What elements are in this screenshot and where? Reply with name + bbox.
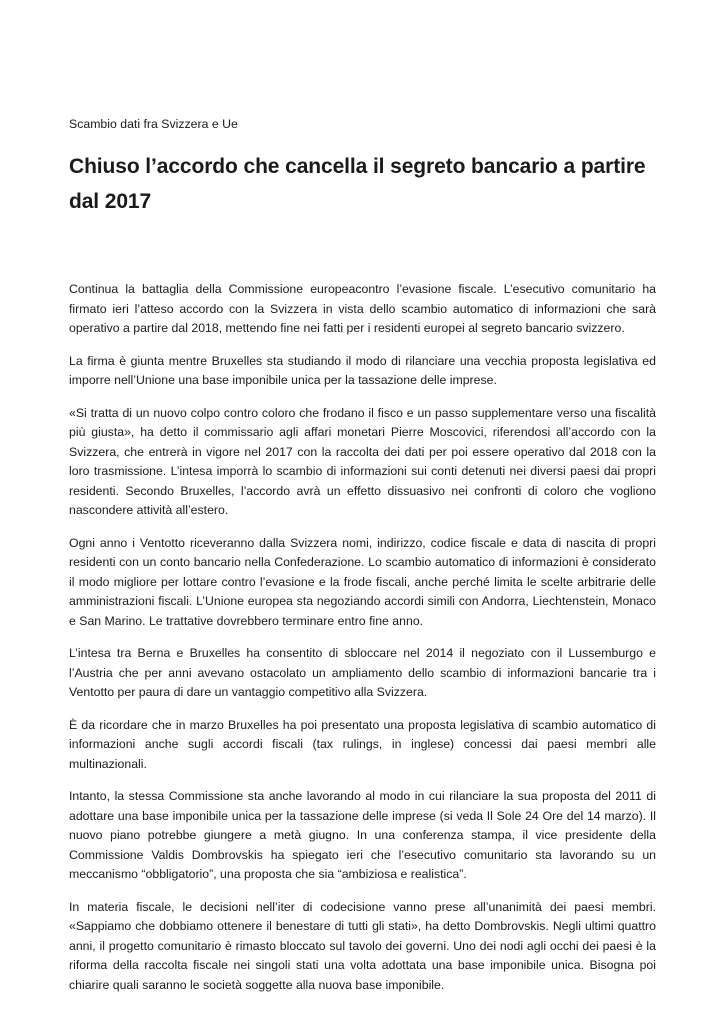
article-body <box>69 280 656 995</box>
article-headline: Chiuso l’accordo che cancella il segreto bancario a partire dal 2017 <box>69 155 646 213</box>
paragraph-4: Ogni anno i Ventotto riceveranno dalla Svizzera nomi, indirizzo, codice fiscale e data di nascita di propri residenti con un conto bancario nella Confederazione. Lo scambio automatico di informazioni è considerato il modo migliore per lottare contro l’evasione e la frode fiscali, anche perché limita le scelte arbitrarie delle amministrazioni fiscali. L’Unione europea sta negoziando accordi simili con Andorra, Liechtenstein, Monaco e San Marino. Le trattative dovrebbero terminare entro fine anno. <box>69 535 656 628</box>
document-page <box>69 115 656 1008</box>
article-kicker: Scambio dati fra Svizzera e Ue <box>69 117 238 131</box>
paragraph-5: L’intesa tra Berna e Bruxelles ha consentito di sbloccare nel 2014 il negoziato con il Lussemburgo e l’Austria che per anni avevano ostacolato un ampliamento dello scambio di informazioni bancarie tra i Ventotto per paura di dare un vantaggio competitivo alla Svizzera. <box>69 646 656 699</box>
paragraph-7: Intanto, la stessa Commissione sta anche lavorando al modo in cui rilanciare la sua proposta del 2011 di adottare una base imponibile unica per la tassazione delle imprese (si veda Il Sole 24 Ore del 14 marzo). Il nuovo piano potrebbe giungere a metà giugno. In una conferenza stampa, il vice presidente della Commissione Valdis Dombrovskis ha spiegato ieri che l’esecutivo comunitario sta lavorando su un meccanismo “obbligatorio”, una proposta che sia “ambiziosa e realistica”. <box>69 789 656 881</box>
paragraph-1: Continua la battaglia della Commissione europeacontro l’evasione fiscale. L’esecutivo comunitario ha firmato ieri l’atteso accordo con la Svizzera in vista dello scambio automatico di informazioni che sarà operativo a partire dal 2018, mettendo fine nei fatti per i residenti europei al segreto bancario svizzero. <box>69 282 656 335</box>
paragraph-2: La firma è giunta mentre Bruxelles sta studiando il modo di rilanciare una vecchia proposta legislativa ed imporre nell’Unione una base imponibile unica per la tassazione delle imprese. <box>69 353 656 387</box>
paragraph-8: In materia fiscale, le decisioni nell’iter di codecisione vanno prese all’unanimità dei paesi membri. «Sappiamo che dobbiamo ottenere il benestare di tutti gli stati», ha detto Dombrovskis. Negli ultimi quattro anni, il progetto comunitario è rimasto bloccato sul tavolo dei governi. Uno dei nodi agli occhi dei paesi è la riforma della raccolta fiscale nei singoli stati una volta adottata una base imponibile unica. Bisogna poi chiarire quali saranno le società soggette alla nuova base imponibile. <box>69 899 656 992</box>
paragraph-6: È da ricordare che in marzo Bruxelles ha poi presentato una proposta legislativa di scambio automatico di informazioni anche sugli accordi fiscali (tax rulings, in inglese) concessi dai paesi membri alle multinazionali. <box>69 717 656 771</box>
paragraph-3: «Si tratta di un nuovo colpo contro coloro che frodano il fisco e un passo supplementare verso una fiscalità più giusta», ha detto il commissario agli affari monetari Pierre Moscovici, riferendosi all’accordo con la Svizzera, che entrerà in vigore nel 2017 con la raccolta dei dati per poi essere operativo dal 2018 con la loro trasmissione. L’intesa imporrà lo scambio di informazioni sui conti detenuti nei diversi paesi dai propri residenti. Secondo Bruxelles, l’accordo avrà un effetto dissuasivo nei confronti di coloro che vogliono nascondere attività all’estero. <box>69 405 656 517</box>
